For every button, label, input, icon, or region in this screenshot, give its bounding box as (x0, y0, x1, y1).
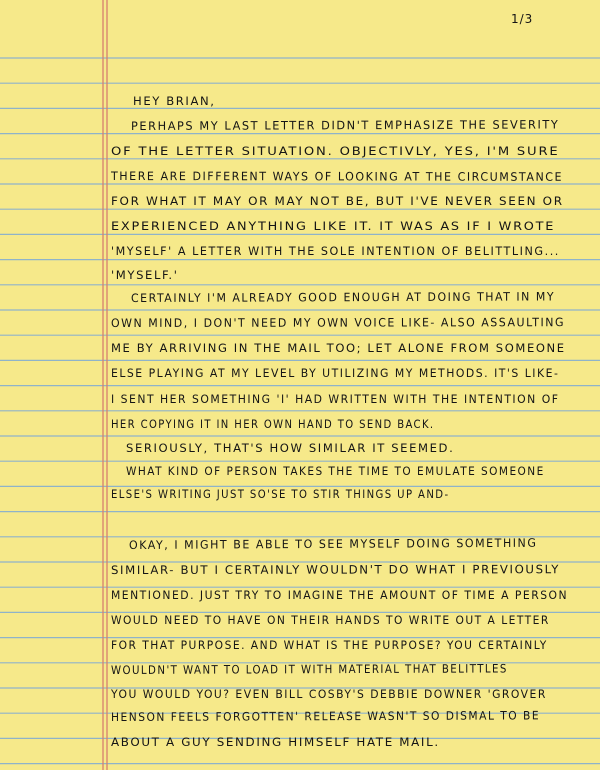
letter-line: SERIOUSLY, THAT'S HOW SIMILAR IT SEEMED. (126, 441, 455, 455)
letter-line: ELSE PLAYING AT MY LEVEL BY UTILIZING MY METHODS. IT'S LIKE- (111, 366, 560, 380)
letter-line: ABOUT A GUY SENDING HIMSELF HATE MAIL. (111, 735, 440, 749)
letter-line: EXPERIENCED ANYTHING LIKE IT. IT WAS AS IF I WROTE (111, 219, 556, 233)
letter-line: YOU WOULD YOU? EVEN BILL COSBY'S DEBBIE DOWNER 'GROVER (111, 687, 547, 701)
letter-line: WHAT KIND OF PERSON TAKES THE TIME TO EMULATE SOMEONE (126, 464, 545, 478)
letter-line: HENSON FEELS FORGOTTEN' RELEASE WASN'T SO DISMAL TO BE (110, 708, 541, 724)
letter-line: OF THE LETTER SITUATION. OBJECTIVLY, YES, I'M SURE (111, 144, 560, 158)
page-number: 1/3 (511, 12, 534, 26)
letter-line: HEY BRIAN, (133, 94, 216, 108)
letter-line: 'MYSELF' A LETTER WITH THE SOLE INTENTION OF BELITTLING... (111, 244, 560, 258)
letter-line: SIMILAR- BUT I CERTAINLY WOULDN'T DO WHAT I PREVIOUSLY (110, 562, 561, 577)
letter-line: OWN MIND, I DON'T NEED MY OWN VOICE LIKE- ALSO ASSAULTING (110, 315, 566, 330)
letter-line: ELSE'S WRITING JUST SO'SE TO STIR THINGS UP AND- (111, 487, 450, 501)
letter-line: OKAY, I MIGHT BE ABLE TO SEE MYSELF DOING SOMETHING (128, 535, 538, 552)
letter-line: FOR THAT PURPOSE. AND WHAT IS THE PURPOSE? YOU CERTAINLY (111, 638, 548, 652)
letter-line: WOULD NEED TO HAVE ON THEIR HANDS TO WRITE OUT A LETTER (111, 613, 550, 627)
letter-line: 'MYSELF.' (111, 268, 179, 282)
letter-line: HER COPYING IT IN HER OWN HAND TO SEND BACK. (111, 417, 435, 431)
letter-line: I SENT HER SOMETHING 'I' HAD WRITTEN WITH THE INTENTION OF (111, 392, 560, 406)
letter-line: WOULDN'T WANT TO LOAD IT WITH MATERIAL THAT BELITTLES (110, 661, 508, 677)
letter-line: MENTIONED. JUST TRY TO IMAGINE THE AMOUNT OF TIME A PERSON (111, 588, 569, 602)
letter-line: PERHAPS MY LAST LETTER DIDN'T EMPHASIZE THE SEVERITY (130, 117, 560, 133)
letter-line: THERE ARE DIFFERENT WAYS OF LOOKING AT THE CIRCUMSTANCE (110, 169, 564, 184)
letter-line: FOR WHAT IT MAY OR MAY NOT BE, BUT I'VE NEVER SEEN OR (111, 194, 564, 208)
letter-line: CERTAINLY I'M ALREADY GOOD ENOUGH AT DOING THAT IN MY (130, 289, 556, 305)
letter-line: ME BY ARRIVING IN THE MAIL TOO; LET ALONE FROM SOMEONE (111, 341, 566, 355)
